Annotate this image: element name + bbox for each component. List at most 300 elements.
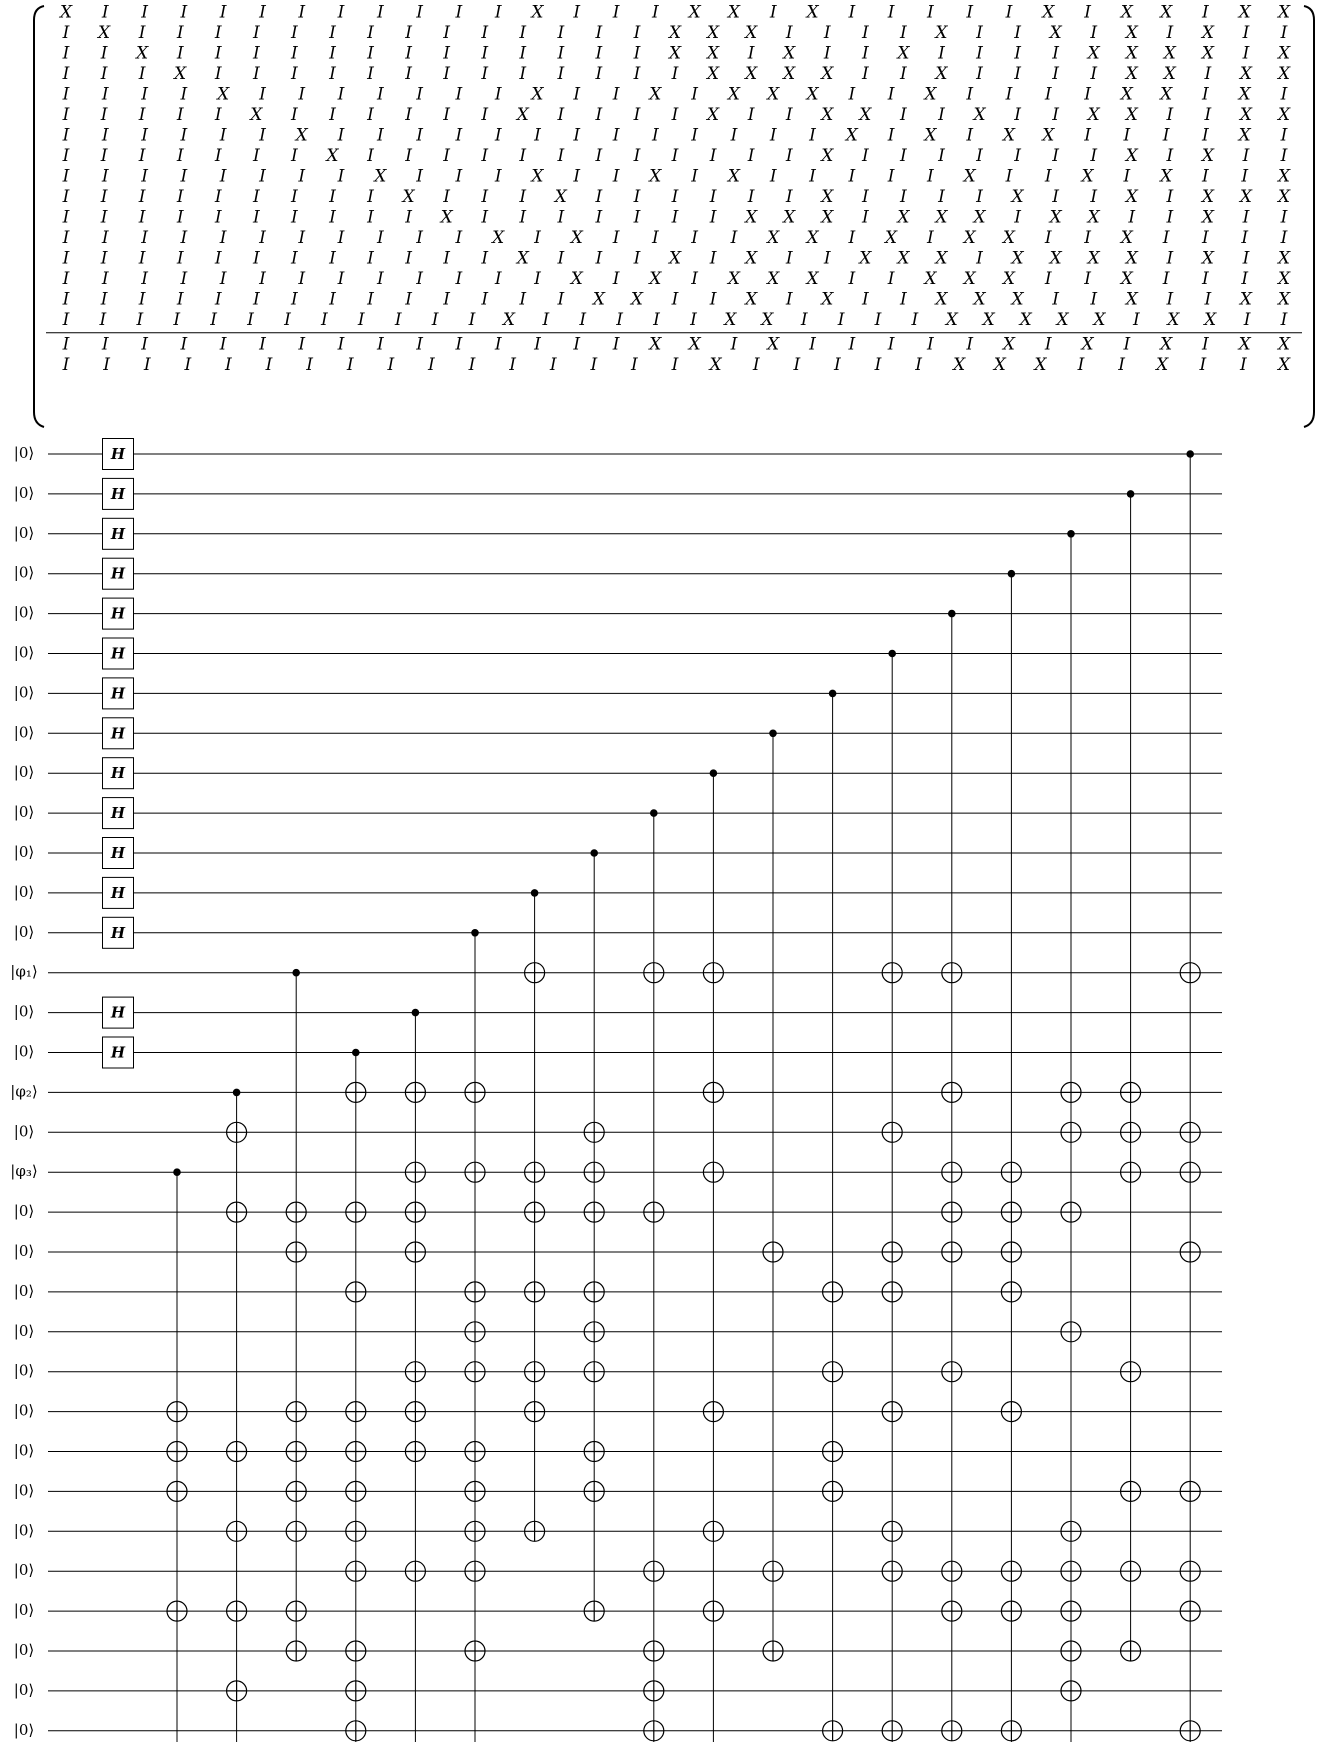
matrix-entry: I [1202,228,1209,248]
matrix-entry: I [927,334,934,355]
matrix-entry: X [859,248,872,269]
matrix-entry: I [443,43,450,64]
matrix-entry: I [927,166,934,187]
matrix-entry: I [809,125,816,146]
matrix-entry: I [219,166,227,187]
matrix-entry: X [1081,166,1094,187]
matrix-entry: I [219,334,227,355]
matrix-entry: I [443,64,450,84]
cnot-target [286,1402,306,1422]
matrix-entry: I [557,43,565,64]
matrix-entry: I [416,334,423,355]
qubit-label: |0⟩ [13,1641,35,1659]
matrix-entry: X [924,125,937,146]
matrix-entry: I [1202,269,1209,289]
matrix-entry: I [1166,207,1174,228]
matrix-entry: I [1162,125,1170,146]
cnot-target [1001,1202,1021,1222]
matrix-entry: I [62,166,70,187]
cnot-target [584,1122,604,1142]
cnot-target [1001,1601,1021,1621]
matrix-entry: I [329,105,336,125]
matrix-entry: X [1160,166,1173,187]
matrix-entry: X [1277,334,1291,355]
cnot-control-dot [1127,490,1135,498]
matrix-entry: X [1238,2,1251,23]
matrix-entry: I [809,166,816,187]
cnot-target [942,1362,962,1382]
matrix-entry: I [405,23,412,43]
matrix-entry: X [1277,187,1291,207]
matrix-entry: I [367,105,374,125]
matrix-entry: I [752,355,760,375]
matrix-entry: X [897,207,910,228]
matrix-entry: I [671,289,679,310]
matrix-entry: I [176,146,184,166]
cnot-target [823,1481,843,1501]
matrix-entry: X [1011,187,1024,207]
matrix-entry: I [138,187,146,207]
matrix-entry: I [793,355,801,375]
matrix-entry: I [259,228,266,248]
matrix-entry: X [688,2,701,23]
hadamard-gates [103,439,134,1069]
cnot-target [346,1082,366,1102]
hadamard-gate [103,838,134,869]
matrix-entry: I [219,228,227,248]
matrix-entry: I [557,207,565,228]
hadamard-label: H [110,923,126,942]
matrix-entry: X [1277,269,1291,289]
matrix-entry: I [1241,228,1249,248]
hadamard-gate [103,598,134,629]
matrix-entry: I [691,228,699,248]
matrix-entry: I [1241,269,1249,289]
matrix-entry: X [993,355,1006,375]
matrix-entry: I [834,355,841,375]
matrix-entry: I [291,43,298,64]
matrix-entry: I [214,207,222,228]
matrix-entry: I [481,23,489,43]
matrix-entry: I [785,289,793,310]
matrix-entry: I [252,146,260,166]
matrix-entry: I [1044,269,1052,289]
matrix-entry: X [1277,43,1291,64]
cnot-control-dot [233,1089,241,1097]
matrix-entry: I [1204,105,1212,125]
matrix-entry: I [455,2,463,23]
cnot-target [405,1362,425,1382]
matrix-entry: X [973,207,986,228]
cnot-control-dot [292,969,300,977]
cnot-target [882,1521,902,1541]
matrix-entry: X [1277,248,1291,269]
matrix-entry: I [376,2,384,23]
matrix-entry: X [1125,248,1138,269]
matrix-entry: I [1044,166,1052,187]
matrix-entry: I [214,146,222,166]
matrix-entry: I [1280,125,1288,146]
matrix-entry: X [745,207,758,228]
cnot-control-dot [948,610,956,618]
matrix-entry: I [519,43,527,64]
matrix-entry: I [176,23,184,43]
matrix-entry: X [1156,355,1169,375]
matrix-entry: I [1084,84,1091,105]
qubit-label: |0⟩ [13,1321,35,1340]
matrix-entry: I [633,146,641,166]
cnot-target [286,1442,306,1462]
cnot-target [703,1402,723,1422]
matrix-entry: I [861,146,869,166]
qubit-label: |0⟩ [13,882,35,901]
matrix-entry: I [595,248,603,269]
cnot-target [1180,1721,1200,1741]
matrix-entry: I [651,2,659,23]
matrix-entry: I [337,2,345,23]
qubit-label: |0⟩ [13,1202,35,1221]
matrix-entry: I [416,269,423,289]
qubit-label: |0⟩ [13,803,35,822]
matrix-entry: I [671,105,679,125]
matrix-entry: I [651,125,659,146]
matrix-entry: I [1242,43,1250,64]
matrix-entry: I [861,43,869,64]
cnot-control-dot [650,809,658,817]
matrix-entry: I [214,43,222,64]
cnot-target [703,1601,723,1621]
matrix-entry: X [885,228,898,248]
cnot-target [405,1242,425,1262]
matrix-entry: I [1005,84,1013,105]
cnot-target [167,1481,187,1501]
matrix-entry: I [938,187,945,207]
matrix-entry: I [62,105,70,125]
matrix-entry: X [897,248,910,269]
matrix-entry: I [100,105,108,125]
hadamard-label: H [110,1003,126,1022]
matrix-entry: I [284,310,291,330]
cnot-target [525,963,545,983]
matrix-entry: I [534,334,541,355]
matrix-entry: I [62,43,70,64]
cnot-target [1180,1242,1200,1262]
matrix-entry: X [982,310,995,330]
matrix-entry: I [346,355,354,375]
matrix-entry: X [953,355,966,375]
matrix-entry: I [874,310,882,330]
matrix-entry: I [633,43,641,64]
cnot-target [703,1082,723,1102]
matrix-entry: I [534,228,541,248]
matrix-entry: I [210,310,217,330]
matrix-entry: I [405,105,412,125]
matrix-entry: I [519,64,527,84]
cnot-target [525,1202,545,1222]
matrix-entry: I [519,146,527,166]
matrix-entry: I [180,84,188,105]
matrix-entry: X [1049,248,1062,269]
matrix-entry: I [1243,310,1251,330]
matrix-entry: X [1201,146,1214,166]
cnot-target [584,1282,604,1302]
cnot-target [1001,1162,1021,1182]
cnot-target [227,1521,247,1541]
hadamard-label: H [110,484,126,503]
matrix-entry: X [1277,166,1291,187]
cnot-target [882,963,902,983]
matrix-entry: X [1238,334,1251,355]
matrix-entry: I [138,146,146,166]
matrix-entry: X [1120,228,1133,248]
cnot-target [584,1362,604,1382]
matrix-entry: I [455,334,463,355]
matrix-entry: I [376,125,384,146]
matrix-entry: I [1084,2,1091,23]
qubit-label: |0⟩ [13,683,35,702]
matrix-entry: I [1202,2,1209,23]
cnot-target [227,1681,247,1701]
matrix-entry: I [259,334,266,355]
cnot-target [286,1242,306,1262]
qubit-label: |0⟩ [13,723,35,742]
matrix-entry: I [443,146,450,166]
matrix-entry: I [455,228,463,248]
matrix-cells [58,3,1291,376]
matrix-entry: I [976,23,983,43]
matrix-entry: I [730,228,738,248]
matrix-entry: I [416,166,423,187]
matrix-entry: X [745,64,758,84]
matrix-entry: I [180,334,188,355]
matrix-entry: I [214,248,222,269]
qubit-label: |0⟩ [13,1720,35,1739]
matrix-entry: I [549,355,557,375]
matrix-entry: I [337,166,345,187]
matrix-entry: X [1167,310,1180,330]
matrix-entry: I [416,125,423,146]
matrix-entry: I [298,2,306,23]
matrix-entry: I [180,2,188,23]
matrix-entry: X [1002,228,1016,248]
cnot-target [1061,1202,1081,1222]
matrix-entry: I [1204,64,1212,84]
cnot-target [227,1122,247,1142]
cnot-target [286,1481,306,1501]
matrix-entry: I [887,269,895,289]
matrix-entry: I [1128,207,1136,228]
cnot-target [644,1202,664,1222]
matrix-entry: I [141,125,148,146]
qubit-label: |0⟩ [13,1002,35,1021]
matrix-entry: I [887,166,895,187]
matrix-entry: X [1120,2,1133,23]
hadamard-gate [103,478,134,509]
matrix-entry: I [1090,146,1098,166]
matrix-entry: I [595,146,603,166]
cnot-target [823,1362,843,1382]
matrix-entry: I [141,166,148,187]
cnot-control-dot [1008,570,1016,578]
cnot-target [167,1442,187,1462]
cnot-target [465,1082,485,1102]
matrix-entry: X [745,248,758,269]
cnot-target [465,1561,485,1581]
matrix-entry: X [1239,187,1252,207]
matrix-entry: I [769,125,777,146]
matrix-entry: I [542,310,550,330]
matrix-entry: X [707,64,720,84]
matrix-entry: I [387,355,395,375]
matrix-entry: I [633,207,641,228]
matrix-entry: I [900,187,907,207]
matrix-entry: I [1166,23,1174,43]
matrix-entry: I [62,146,70,166]
cnot-target [644,963,664,983]
cnot-target [584,1322,604,1342]
matrix-entry: X [649,166,662,187]
matrix-entry: I [709,207,717,228]
cnot-target [1061,1641,1081,1661]
matrix-entry: I [298,269,306,289]
matrix-entry: I [651,228,659,248]
qubit-label: |0⟩ [13,1680,35,1699]
matrix-entry: X [1120,269,1133,289]
matrix-entry: I [747,146,755,166]
qubit-label: |0⟩ [13,1441,35,1460]
matrix-entry: I [573,166,581,187]
matrix-entry: I [329,248,336,269]
matrix-entry: I [887,2,895,23]
matrix-entry: X [649,334,662,355]
matrix-entry: I [671,146,679,166]
cnot-target [1001,1282,1021,1302]
hadamard-label: H [110,524,126,543]
matrix-entry: I [141,2,148,23]
matrix-entry: X [821,105,834,125]
matrix-entry: I [405,146,412,166]
matrix-entry: X [1201,187,1214,207]
matrix-entry: I [966,84,974,105]
matrix-entry: I [612,269,620,289]
matrix-entry: I [709,187,717,207]
matrix-entry: X [935,289,948,310]
matrix-entry: I [357,310,365,330]
matrix-entry: I [101,228,109,248]
matrix-entry: I [101,125,109,146]
matrix-entry: I [595,207,603,228]
matrix-entry: I [138,105,146,125]
matrix-entry: I [214,105,222,125]
quantum-circuit [0,430,1318,1742]
cnot-target [942,1242,962,1262]
cnot-target [763,1242,783,1262]
cnot-target [942,963,962,983]
cnot-target [346,1402,366,1422]
matrix-entry: I [101,334,109,355]
cnot-control-dot [531,889,539,897]
matrix-entry: I [1242,207,1250,228]
matrix-entry: I [1162,269,1170,289]
cnot-target [882,1402,902,1422]
cnot-target [1061,1082,1081,1102]
matrix-entry: I [927,2,934,23]
matrix-entry: I [321,310,328,330]
matrix-entry: I [252,64,260,84]
cnot-target [823,1282,843,1302]
matrix-entry: X [783,64,796,84]
matrix-entry: X [1087,207,1100,228]
matrix-entry: I [573,84,581,105]
matrix-entry: I [468,355,476,375]
matrix-entry: X [250,105,263,125]
matrix-entry: I [62,289,70,310]
matrix-entry: I [100,146,108,166]
matrix-entry: I [136,310,144,330]
matrix-entry: X [630,289,643,310]
hadamard-gate [103,798,134,829]
matrix-entry: I [1090,187,1098,207]
matrix-entry: I [291,146,298,166]
matrix-entry: I [612,228,620,248]
matrix-entry: X [935,23,948,43]
matrix-entry: I [431,310,439,330]
matrix-entry: I [252,207,260,228]
matrix-entry: I [612,2,620,23]
matrix-entry: I [579,310,587,330]
matrix-entry: I [176,105,184,125]
matrix-entry: I [62,64,70,84]
matrix-entry: I [62,23,70,43]
matrix-entry: X [727,2,740,23]
matrix-entry: X [783,207,796,228]
matrix-entry: I [1202,166,1209,187]
matrix-entry: I [1242,23,1250,43]
matrix-entry: I [141,269,148,289]
cnot-target [882,1561,902,1581]
matrix-entry: I [259,166,266,187]
matrix-entry: I [1044,84,1052,105]
matrix-entry: I [219,2,227,23]
matrix-entry: I [101,2,109,23]
matrix-entry: I [911,310,919,330]
matrix-entry: I [141,228,148,248]
matrix-entry: X [767,269,780,289]
matrix-entry: I [138,289,146,310]
cnot-target [703,963,723,983]
matrix-entry: X [707,105,720,125]
cnot-target [1121,1641,1141,1661]
matrix-entry: X [963,269,976,289]
matrix-entry: I [612,334,620,355]
cnot-target [942,1082,962,1102]
cnot-target [584,1162,604,1182]
matrix-entry: I [691,269,699,289]
hadamard-gate [103,758,134,789]
matrix-entry: I [573,334,581,355]
matrix-entry: I [143,355,151,375]
cnot-gates [167,450,1200,1742]
cnot-target [465,1322,485,1342]
matrix-entry: I [376,334,384,355]
matrix-entry: X [963,166,976,187]
cnot-target [1061,1561,1081,1581]
cnot-target [405,1202,425,1222]
matrix-entry: I [1052,105,1059,125]
matrix-entry: I [938,146,945,166]
cnot-target [882,1122,902,1142]
matrix-entry: I [176,43,184,64]
